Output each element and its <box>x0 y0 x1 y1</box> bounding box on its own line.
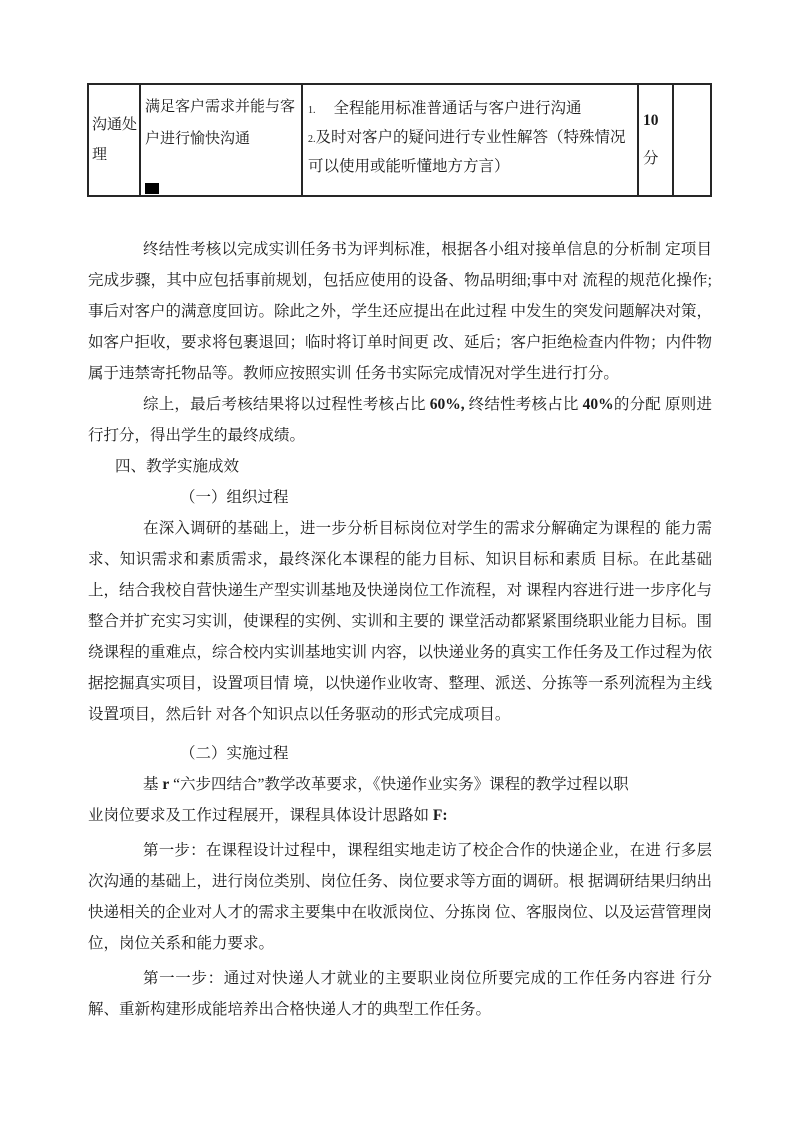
cell-criterion <box>140 84 302 196</box>
score-value: 10 <box>643 112 659 129</box>
table-row <box>88 84 711 196</box>
cell-score <box>638 84 673 196</box>
black-square-marker-icon <box>145 183 159 194</box>
cell-remark <box>673 84 711 196</box>
list-item <box>308 124 629 180</box>
paragraph-organization: 在深入调研的基础上，进一步分析目标岗位对学生的需求分解确定为课程的 能力需求、知识需求和素质需求，最终深化本课程的能力目标、知识目标和素质 目标。在此基础上，结合我校自营快递生产型实训基地及快递岗位工作流程，对 课程内容进行进一步序化与整合并扩充实习实训，使课程的实例、实训和主要的 课堂活动都紧紧围绕职业能力目标。围绕课程的重难点，综合校内实训基地实训 内容，以快递业务的真实工作任务及工作过程为依据挖掘真实项目，设置项目情 境，以快递作业收寄、整理、派送、分拣等一系列流程为主线设置项目，然后针 对各个知识点以任务驱动的形式完成项目。 <box>88 520 712 723</box>
subsection-heading-1: （一）组织过程 <box>180 489 289 506</box>
cell-standards <box>302 84 638 196</box>
criterion-text: 满足客户需求并能与客户进行愉快沟通 <box>145 99 296 147</box>
paragraph-step1: 第一步：在课程设计过程中，课程组实地走访了校企合作的快递企业，在进 行多层次沟通的基础上，进行岗位类别、岗位任务、岗位要求等方面的调研。根 据调研结果归纳出快递相关的企业对人才的需求主要集中在收派岗位、分拣岗 位、客服岗位、以及运营管理岗位，岗位关系和能力要求。 <box>88 842 712 952</box>
category-label: 沟通处理 <box>92 117 138 163</box>
item-text: 全程能用标准普通话与客户进行沟通 <box>333 100 582 117</box>
list-item <box>308 95 629 124</box>
item-number: 1. <box>308 105 316 116</box>
paragraph-step2: 第一一步：通过对快递人才就业的主要职业岗位所要完成的工作任务内容进 行分解、重新构建形成能培养出合格快递人才的典型工作任务。 <box>88 970 712 1018</box>
paragraph-final-assessment: 终结性考核以完成实训任务书为评判标准，根据各小组对接单信息的分析制 定项目完成步骤，其中应包括事前规划，包括应使用的设备、物品明细;事中对 流程的规范化操作;事后对客户的满意度回访。除此之外，学生还应提出在此过程 中发生的突发问题解决对策，如客户拒收，要求将包裹退回；临时将订单时间更 改、延后；客户拒绝检查内件物；内件物属于违禁寄托物品等。教师应按照实训 任务书实际完成情况对学生进行打分。 <box>88 241 712 382</box>
paragraph-implementation-line2: 业岗位要求及工作过程展开，课程具体设计思路如 F: <box>88 807 448 824</box>
document-body <box>88 234 712 1025</box>
item-text: 及时对客户的疑问进行专业性解答（特殊情况可以使用或能听懂地方方言） <box>308 129 626 175</box>
cell-category <box>88 84 140 196</box>
paragraph-score-ratio: 综上，最后考核结果将以过程性考核占比 60%, 终结性考核占比 40%的分配 原则进行打分，得出学生的最终成绩。 <box>88 396 712 444</box>
score-unit: 分 <box>643 150 659 167</box>
subsection-heading-2: （二）实施过程 <box>180 745 289 762</box>
item-number: 2. <box>308 134 316 145</box>
paragraph-implementation-line1: 基 r “六步四结合”教学改革要求，《快递作业实务》课程的教学过程以职 <box>143 776 629 793</box>
assessment-table <box>87 83 712 197</box>
section-heading: 四、教学实施成效 <box>115 458 240 475</box>
